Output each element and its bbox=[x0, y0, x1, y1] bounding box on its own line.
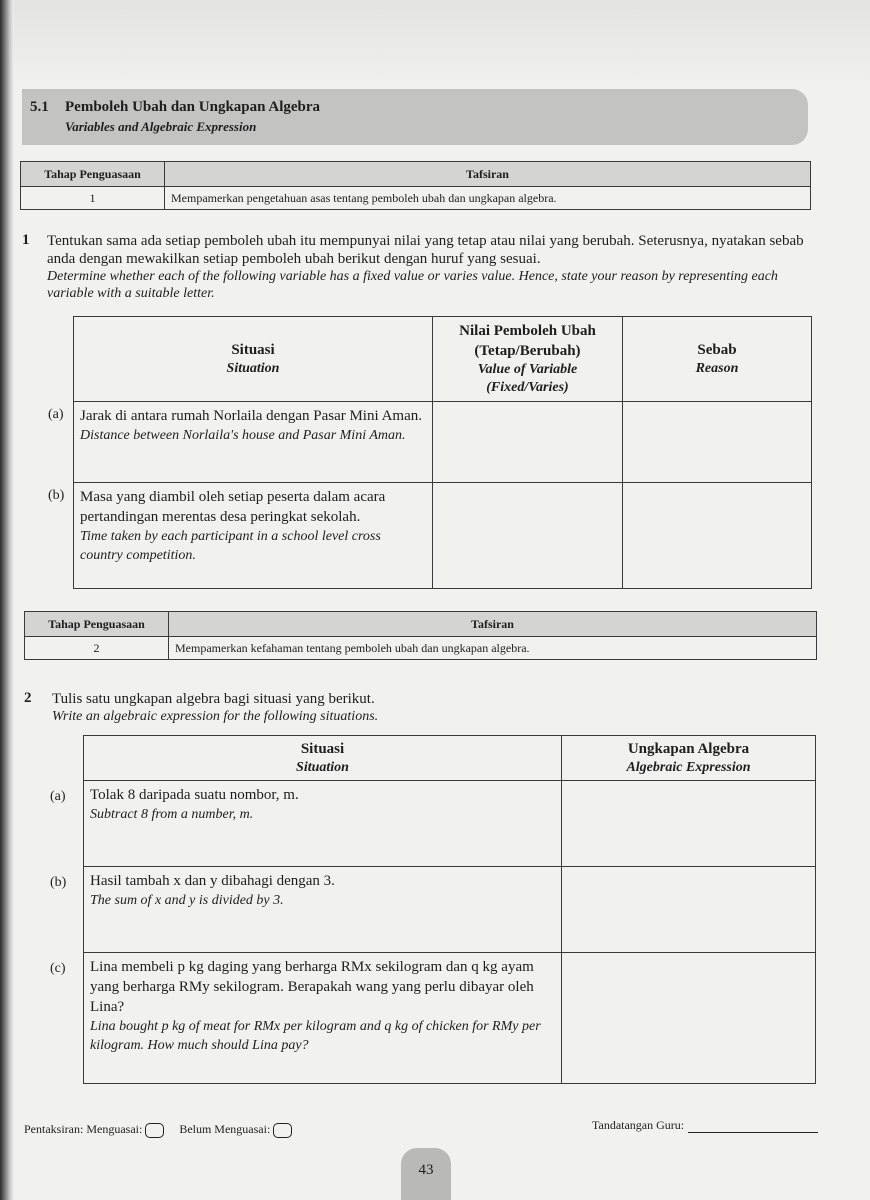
answer-reason-1b[interactable] bbox=[623, 483, 812, 589]
variable-value-header bbox=[433, 317, 623, 402]
row-label-2c: (c) bbox=[50, 961, 66, 976]
teacher-signature-label: Tandatangan Guru: bbox=[592, 1118, 685, 1132]
mastery-level-header: Tahap Penguasaan bbox=[21, 162, 165, 187]
question-2-text-en: Write an algebraic expression for the following situations. bbox=[52, 709, 379, 724]
teacher-signature-row bbox=[592, 1118, 818, 1133]
situation-1b-ms: Masa yang diambil oleh setiap peserta dalam acara pertandingan merentas desa peringkat sekolah. bbox=[80, 489, 386, 525]
situation-2c-en: Lina bought p kg of meat for RMx per kilogram and q kg of chicken for RMy per kilogram. How much should Lina pay? bbox=[90, 1019, 541, 1053]
situation-cell-2c bbox=[84, 953, 562, 1084]
mastery-level-value: 1 bbox=[21, 187, 165, 210]
situation-cell-1a bbox=[74, 402, 433, 483]
situation-cell-2b bbox=[84, 867, 562, 953]
answer-value-1a[interactable] bbox=[433, 402, 623, 483]
question-2-table bbox=[83, 735, 816, 1084]
section-banner bbox=[22, 89, 808, 145]
algebraic-expression-header-ms: Ungkapan Algebra bbox=[627, 741, 750, 757]
question-2-number: 2 bbox=[24, 690, 32, 706]
assessment-mastered-label: Pentaksiran: Menguasai: bbox=[24, 1122, 143, 1136]
mastery-level-description: Mempamerkan kefahaman tentang pemboleh ubah dan ungkapan algebra. bbox=[169, 637, 817, 660]
question-1-text-en: Determine whether each of the following variable has a fixed value or varies value. Hence, state your reason by representing each variable with a suitable letter. bbox=[47, 269, 778, 301]
situation-2a-en: Subtract 8 from a number, m. bbox=[90, 807, 254, 822]
algebraic-expression-header bbox=[562, 736, 816, 781]
answer-value-1b[interactable] bbox=[433, 483, 623, 589]
situation-2b-en: The sum of x and y is divided by 3. bbox=[90, 893, 284, 908]
row-label-2a: (a) bbox=[50, 789, 66, 804]
row-label-1a: (a) bbox=[48, 407, 64, 422]
reason-header-ms: Sebab bbox=[697, 342, 737, 358]
section-subtitle: Variables and Algebraic Expression bbox=[65, 119, 257, 134]
variable-value-header-en-2: (Fixed/Varies) bbox=[486, 380, 569, 395]
mastery-level-header: Tahap Penguasaan bbox=[25, 612, 169, 637]
question-1-number: 1 bbox=[22, 232, 30, 248]
situation-2a-ms: Tolak 8 daripada suatu nombor, m. bbox=[90, 787, 299, 803]
question-1-text bbox=[47, 232, 812, 302]
question-2-text bbox=[52, 690, 812, 725]
assessment-row bbox=[24, 1122, 292, 1138]
question-2-text-ms: Tulis satu ungkapan algebra bagi situasi yang berikut. bbox=[52, 691, 375, 707]
mastery-level-table-1 bbox=[20, 161, 811, 210]
mastery-level-description: Mempamerkan pengetahuan asas tentang pemboleh ubah dan ungkapan algebra. bbox=[165, 187, 811, 210]
mastery-level-table-2 bbox=[24, 611, 817, 660]
teacher-signature-line[interactable] bbox=[688, 1121, 818, 1133]
section-number: 5.1 bbox=[30, 99, 49, 115]
situation-header-ms: Situasi bbox=[300, 741, 345, 757]
answer-reason-1a[interactable] bbox=[623, 402, 812, 483]
answer-expression-2c[interactable] bbox=[562, 953, 816, 1084]
situation-2b-ms: Hasil tambah x dan y dibahagi dengan 3. bbox=[90, 873, 335, 889]
row-label-1b: (b) bbox=[48, 488, 65, 503]
situation-header-en: Situation bbox=[226, 361, 280, 376]
situation-cell-1b bbox=[74, 483, 433, 589]
book-binding bbox=[0, 0, 14, 1200]
section-title: Pemboleh Ubah dan Ungkapan Algebra bbox=[65, 99, 321, 115]
situation-2c-ms: Lina membeli p kg daging yang berharga RMx sekilogram dan q kg ayam yang berharga RMy sekilogram. Berapakah wang yang perlu dibayar oleh Lina? bbox=[90, 959, 534, 1015]
question-1-text-ms: Tentukan sama ada setiap pemboleh ubah itu mempunyai nilai yang tetap atau nilai yang berubah. Seterusnya, nyatakan sebab anda dengan mewakilkan setiap pemboleh ubah berikut dengan huruf yang sesuai. bbox=[47, 233, 804, 267]
algebraic-expression-header-en: Algebraic Expression bbox=[626, 760, 751, 775]
page-shadow bbox=[14, 0, 870, 90]
situation-header bbox=[84, 736, 562, 781]
not-mastered-checkbox[interactable] bbox=[273, 1123, 292, 1138]
mastery-level-value: 2 bbox=[25, 637, 169, 660]
variable-value-header-en-1: Value of Variable bbox=[477, 362, 578, 377]
variable-value-header-ms-2: (Tetap/Berubah) bbox=[474, 343, 581, 359]
page-number-tab bbox=[401, 1148, 451, 1200]
situation-1a-en: Distance between Norlaila's house and Pasar Mini Aman. bbox=[80, 428, 406, 443]
situation-1a-ms: Jarak di antara rumah Norlaila dengan Pasar Mini Aman. bbox=[80, 408, 422, 424]
row-label-2b: (b) bbox=[50, 875, 67, 890]
page-number: 43 bbox=[418, 1162, 434, 1178]
situation-1b-en: Time taken by each participant in a school level cross country competition. bbox=[80, 529, 381, 563]
situation-header-en: Situation bbox=[296, 760, 349, 775]
question-1-table bbox=[73, 316, 812, 589]
situation-cell-2a bbox=[84, 781, 562, 867]
reason-header-en: Reason bbox=[695, 361, 739, 376]
interpretation-header: Tafsiran bbox=[169, 612, 817, 637]
situation-header-ms: Situasi bbox=[231, 342, 275, 358]
variable-value-header-ms-1: Nilai Pemboleh Ubah bbox=[459, 323, 596, 339]
mastered-checkbox[interactable] bbox=[145, 1123, 164, 1138]
situation-header bbox=[74, 317, 433, 402]
not-mastered-label: Belum Menguasai: bbox=[179, 1122, 271, 1136]
answer-expression-2a[interactable] bbox=[562, 781, 816, 867]
interpretation-header: Tafsiran bbox=[165, 162, 811, 187]
reason-header bbox=[623, 317, 812, 402]
answer-expression-2b[interactable] bbox=[562, 867, 816, 953]
